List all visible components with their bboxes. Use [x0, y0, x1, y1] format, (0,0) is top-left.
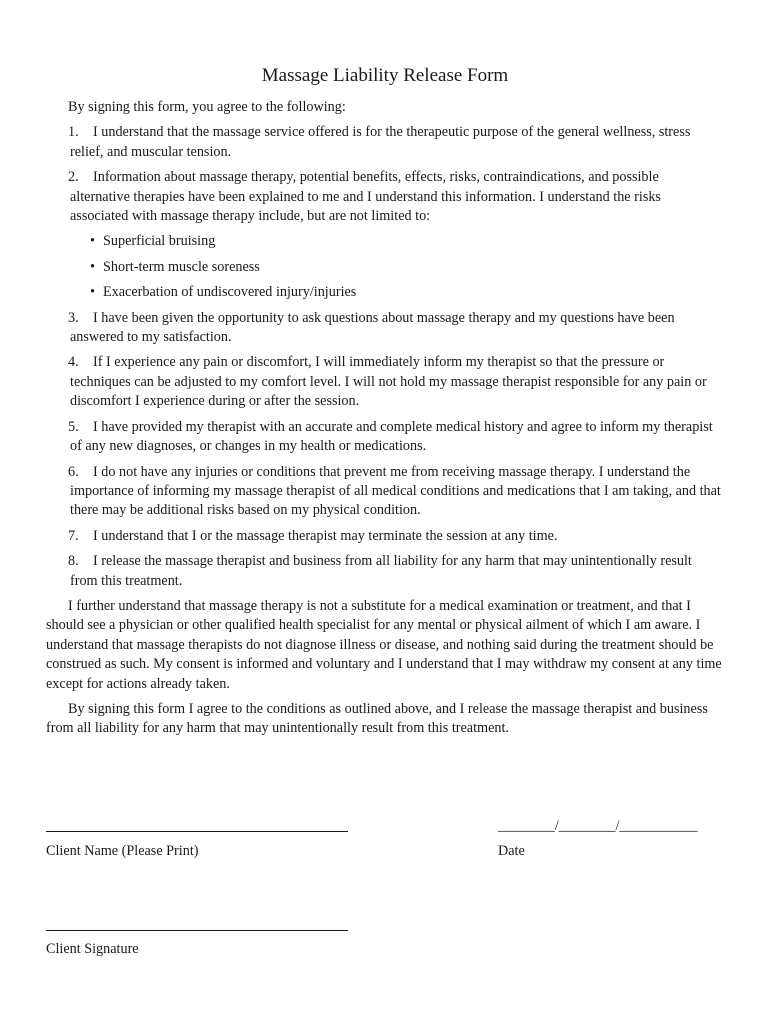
client-name-line[interactable] [46, 831, 348, 832]
list-item: 5. I have provided my therapist with an accurate and complete medical history and agree to inform my therapist of any new diagnoses, or changes in my health or medications. [68, 418, 713, 455]
form-title: Massage Liability Release Form [261, 65, 509, 86]
terms-list [46, 123, 722, 591]
list-item: 4. If I experience any pain or discomfort, I will immediately inform my therapist so that the pressure or techniques can be adjusted to my comfort level. I will not hold my massage therapist responsible for any pain or discomfort I experience during or after the session. [68, 354, 707, 410]
list-item: 7. I understand that I or the massage therapist may terminate the session at any time. [68, 527, 558, 544]
list-item: 8. I release the massage therapist and business from all liability for any harm that may unintentionally result from this treatment. [68, 553, 692, 589]
list-item: 2. Information about massage therapy, potential benefits, effects, risks, contraindications, and possible alternative therapies have been explained to me and I understand this information. I understand the risks associated with massage therapy include, but are not limited to: • Superficial bruising • Short-term muscle soreness • Exacerbation of undiscovered injury/injuries [70, 168, 722, 302]
risk-list [70, 232, 722, 302]
intro-text: By signing this form, you agree to the following: [68, 99, 346, 115]
form-body [46, 98, 722, 745]
client-signature-line[interactable] [46, 930, 348, 931]
list-item: 1. I understand that the massage service offered is for the therapeutic purpose of the general wellness, stress relief, and muscular tension. [68, 124, 691, 160]
bullet-icon: • [90, 258, 95, 275]
bullet-icon: • [90, 284, 95, 301]
date-field[interactable]: ________/________/___________ [498, 818, 698, 834]
client-signature-label: Client Signature [46, 941, 139, 957]
risk-item: • Short-term muscle soreness [90, 258, 722, 277]
list-item: 6. I do not have any injuries or conditions that prevent me from receiving massage therapy. I understand the importance of informing my massage therapist of all medical conditions and medications that I am taking, and that there may be additional risks based on my physical condition. [68, 463, 721, 519]
agreement-paragraph: By signing this form I agree to the conditions as outlined above, and I release the massage therapist and business from all liability for any harm that may unintentionally result from this treatment. [46, 700, 708, 737]
list-item: 3. I have been given the opportunity to ask questions about massage therapy and my questions have been answered to my satisfaction. [68, 309, 675, 346]
client-name-label: Client Name (Please Print) [46, 843, 199, 859]
consent-paragraph: I further understand that massage therapy is not a substitute for a medical examination or treatment, and that I should see a physician or other qualified health specialist for any mental or physical ailment of which I am aware. I understand that massage therapists do not diagnose illness or disease, and nothing said during the treatment should be construed as such. My consent is informed and voluntary and I understand that I may withdraw my consent at any time except for actions already taken. [46, 597, 722, 692]
risk-item: • Exacerbation of undiscovered injury/injuries [90, 283, 722, 302]
date-label: Date [498, 843, 525, 859]
risk-item: • Superficial bruising [90, 232, 722, 251]
bullet-icon: • [90, 233, 95, 250]
